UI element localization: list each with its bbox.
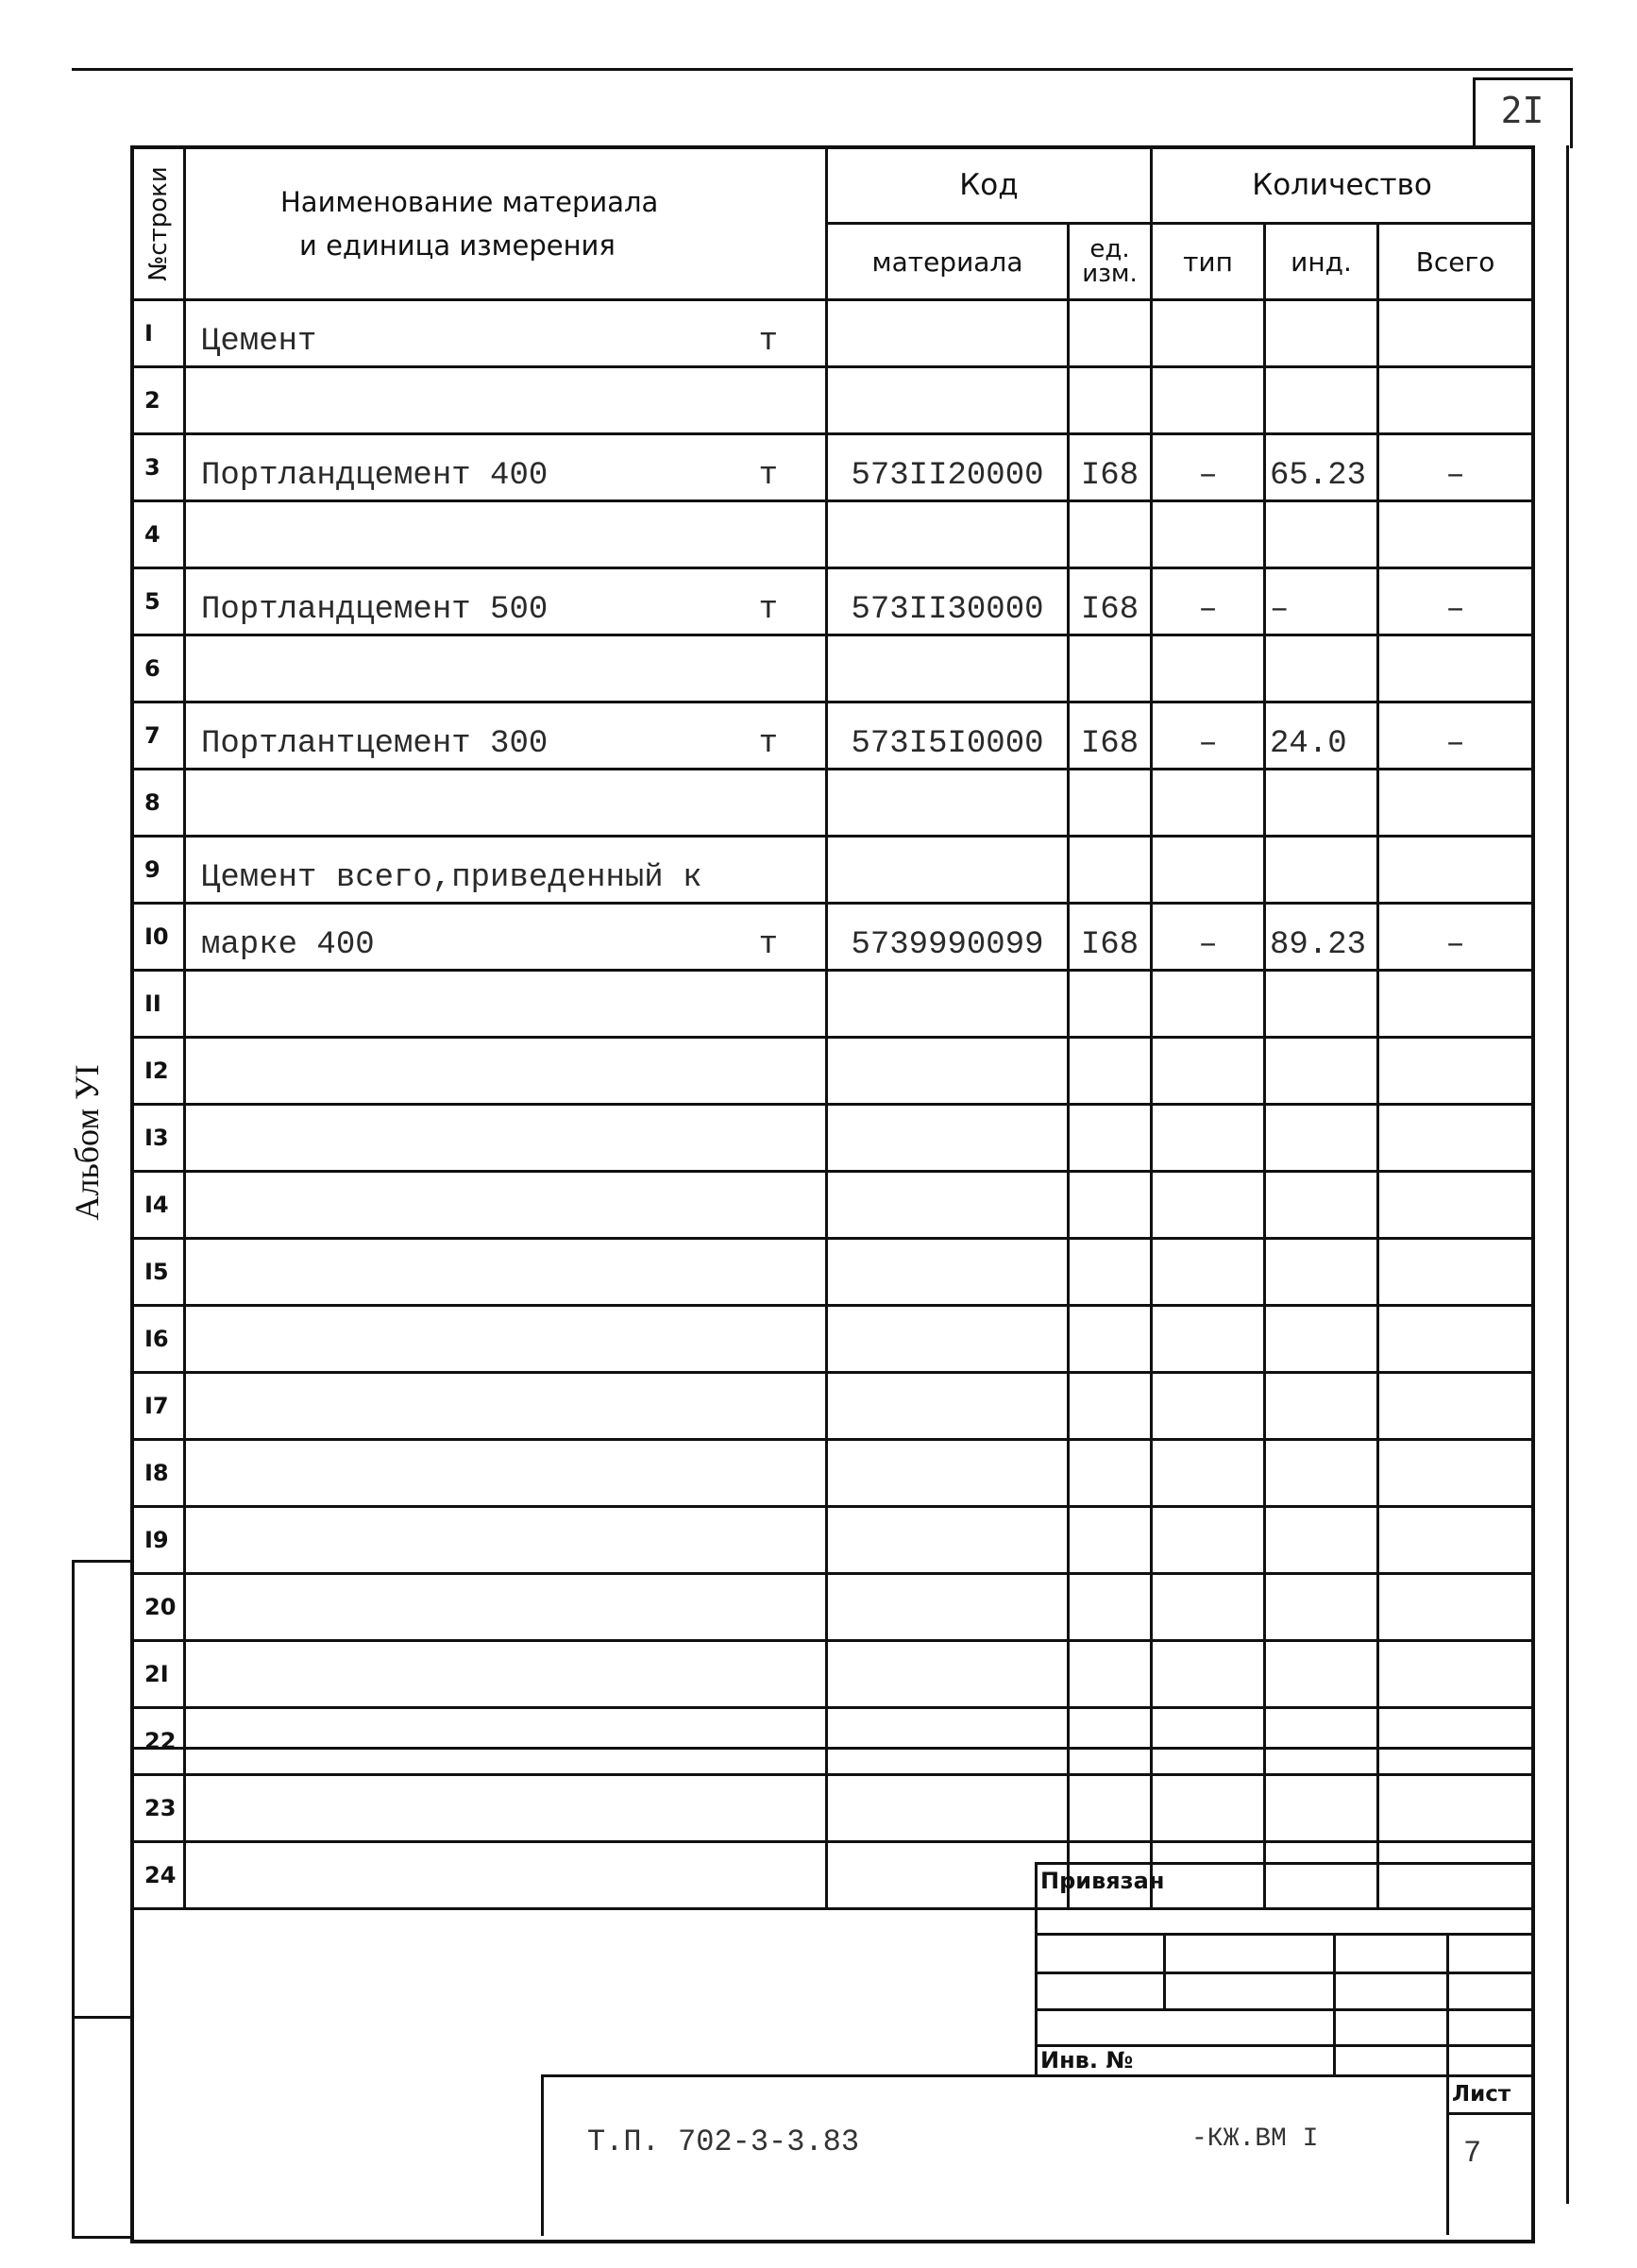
material-code-cell [827, 1574, 1069, 1641]
unit-code-header-line2: изм. [1082, 260, 1138, 288]
table-row [132, 702, 1533, 770]
material-code-cell [827, 1239, 1069, 1306]
quantity-type-cell [1152, 1373, 1265, 1440]
material-code-cell [827, 1373, 1069, 1440]
unit-code-cell: I68 [1069, 568, 1152, 635]
material-name-text: Портландцемент 400 [201, 458, 548, 494]
quantity-type-cell [1152, 1440, 1265, 1507]
table-row [132, 837, 1533, 904]
quantity-total-cell [1378, 1775, 1533, 1842]
material-name-cell [185, 635, 827, 702]
unit-code-cell [1069, 1574, 1152, 1641]
quantity-total-cell [1378, 837, 1533, 904]
unit-code-cell [1069, 367, 1152, 434]
row-number-cell: 7 [132, 702, 185, 770]
unit-code-cell [1069, 501, 1152, 568]
material-name-text: марке 400 [201, 927, 375, 963]
quantity-ind-cell: 24.0 [1265, 702, 1378, 770]
album-side-label [59, 1034, 115, 1251]
quantity-total-cell [1378, 1306, 1533, 1373]
quantity-total-cell [1378, 1842, 1533, 1909]
quantity-ind-cell [1265, 1842, 1378, 1909]
quantity-type-cell [1152, 1507, 1265, 1574]
material-name-cell [185, 1641, 827, 1708]
material-name-cell [185, 1306, 827, 1373]
material-name-text: Портлантцемент 300 [201, 726, 548, 762]
unit-code-header-line1: ед. [1089, 235, 1130, 263]
row-number-cell: I8 [132, 1440, 185, 1507]
material-code-cell [827, 1842, 1069, 1909]
table-row [132, 770, 1533, 837]
table-row [132, 1641, 1533, 1708]
inventory-number-label: Инв. № [1040, 2047, 1134, 2073]
quantity-total-cell [1378, 770, 1533, 837]
quantity-type-cell: – [1152, 434, 1265, 501]
table-row [132, 1775, 1533, 1842]
quantity-type-cell [1152, 1641, 1265, 1708]
row-number-cell: I6 [132, 1306, 185, 1373]
unit-code-cell [1069, 300, 1152, 367]
material-name-text: Портландцемент 500 [201, 592, 548, 628]
document-code: Т.П. 702-3-3.83 [587, 2124, 860, 2159]
table-row [132, 1105, 1533, 1172]
row-number-cell: I2 [132, 1038, 185, 1105]
row-number-cell: 9 [132, 837, 185, 904]
quantity-type-cell [1152, 635, 1265, 702]
row-number-header-text: №строки [143, 165, 173, 281]
quantity-type-header: тип [1152, 224, 1265, 300]
material-name-cell [185, 501, 827, 568]
row-number-cell: 2I [132, 1641, 185, 1708]
material-name-cell [185, 1172, 827, 1239]
table-row [132, 904, 1533, 971]
quantity-total-cell [1378, 1440, 1533, 1507]
quantity-total-cell [1378, 1373, 1533, 1440]
unit-code-cell [1069, 1038, 1152, 1105]
quantity-total-cell [1378, 1708, 1533, 1775]
quantity-type-cell [1152, 1574, 1265, 1641]
quantity-type-cell [1152, 770, 1265, 837]
quantity-ind-cell [1265, 1574, 1378, 1641]
quantity-total-cell [1378, 1574, 1533, 1641]
material-code-cell: 573I5I0000 [827, 702, 1069, 770]
stamp-top-line [541, 2074, 1531, 2077]
quantity-ind-cell [1265, 1440, 1378, 1507]
table-row [132, 1440, 1533, 1507]
material-name-header-line2: и единица измерения [299, 228, 616, 262]
quantity-ind-cell [1265, 837, 1378, 904]
table-row [132, 434, 1533, 501]
row-number-cell: 24 [132, 1842, 185, 1909]
unit-code-cell [1069, 1239, 1152, 1306]
material-name-cell [185, 1775, 827, 1842]
stamp-left-line [541, 2074, 544, 2236]
material-code-cell: 5739990099 [827, 904, 1069, 971]
quantity-total-cell [1378, 1641, 1533, 1708]
material-name-cell [185, 1574, 827, 1641]
material-code-cell [827, 770, 1069, 837]
material-name-header-line1: Наименование материала [280, 185, 659, 218]
material-code-cell [827, 501, 1069, 568]
quantity-total-cell [1378, 971, 1533, 1038]
material-name-text: Цемент [201, 324, 317, 360]
quantity-type-cell [1152, 837, 1265, 904]
material-code-cell: 573II20000 [827, 434, 1069, 501]
material-name-cell [185, 568, 827, 635]
title-block-col-line [1163, 1933, 1166, 2008]
material-name-cell [185, 702, 827, 770]
quantity-ind-cell [1265, 501, 1378, 568]
material-code-cell [827, 1507, 1069, 1574]
quantity-ind-cell [1265, 1708, 1378, 1775]
material-name-cell [185, 1038, 827, 1105]
right-edge-line [1566, 145, 1569, 2204]
quantity-ind-cell [1265, 1172, 1378, 1239]
quantity-total-cell [1378, 1038, 1533, 1105]
quantity-ind-cell [1265, 367, 1378, 434]
material-name-cell [185, 971, 827, 1038]
quantity-type-cell [1152, 971, 1265, 1038]
material-name-header [185, 147, 827, 300]
title-block-top-line [1035, 1862, 1531, 1865]
row-number-cell: 5 [132, 568, 185, 635]
material-name-cell [185, 1105, 827, 1172]
quantity-type-cell [1152, 1105, 1265, 1172]
table-row [132, 300, 1533, 367]
row-number-cell: 22 [132, 1708, 185, 1775]
row-number-cell: 2 [132, 367, 185, 434]
row-number-cell: I7 [132, 1373, 185, 1440]
row-number-cell: I [132, 300, 185, 367]
material-code-cell [827, 1306, 1069, 1373]
table-row [132, 1708, 1533, 1775]
material-name-cell [185, 1440, 827, 1507]
material-name-cell [185, 1373, 827, 1440]
material-name-cell [185, 837, 827, 904]
unit-code-cell [1069, 1306, 1152, 1373]
row-number-cell: 6 [132, 635, 185, 702]
bound-label: Привязан [1040, 1868, 1165, 1894]
quantity-total-cell: – [1378, 434, 1533, 501]
material-code-cell [827, 971, 1069, 1038]
unit-code-cell: I68 [1069, 702, 1152, 770]
table-row [132, 1507, 1533, 1574]
row-number-cell: 4 [132, 501, 185, 568]
material-name-text: Цемент всего,приведенный к [201, 860, 702, 896]
code-group-header: Код [827, 147, 1152, 224]
quantity-type-cell [1152, 501, 1265, 568]
material-code-cell [827, 1708, 1069, 1775]
material-code-cell: 573II30000 [827, 568, 1069, 635]
table-row [132, 1842, 1533, 1909]
quantity-ind-cell [1265, 1507, 1378, 1574]
quantity-total-cell [1378, 367, 1533, 434]
document-suffix: -КЖ.ВМ I [1191, 2124, 1319, 2154]
quantity-total-cell [1378, 1105, 1533, 1172]
quantity-type-cell [1152, 1239, 1265, 1306]
quantity-ind-cell [1265, 300, 1378, 367]
quantity-type-cell [1152, 367, 1265, 434]
material-name-cell [185, 367, 827, 434]
unit-code-cell [1069, 1105, 1152, 1172]
unit-code-cell [1069, 635, 1152, 702]
table-row [132, 367, 1533, 434]
quantity-ind-cell [1265, 1373, 1378, 1440]
unit-code-cell [1069, 1172, 1152, 1239]
title-block-left-line [1035, 1862, 1038, 2074]
quantity-type-cell [1152, 1708, 1265, 1775]
left-margin-box-lower [72, 2013, 133, 2239]
row-number-cell: 8 [132, 770, 185, 837]
quantity-ind-cell: – [1265, 568, 1378, 635]
quantity-type-cell [1152, 1306, 1265, 1373]
unit-code-header [1069, 224, 1152, 300]
quantity-total-cell: – [1378, 702, 1533, 770]
materials-table [130, 145, 1534, 1910]
quantity-ind-header: инд. [1265, 224, 1378, 300]
unit-code-cell [1069, 770, 1152, 837]
quantity-type-cell [1152, 1172, 1265, 1239]
material-code-cell [827, 1038, 1069, 1105]
quantity-ind-cell: 65.23 [1265, 434, 1378, 501]
table-header [132, 147, 1533, 300]
quantity-ind-cell [1265, 1775, 1378, 1842]
material-code-cell [827, 300, 1069, 367]
quantity-total-cell: – [1378, 568, 1533, 635]
material-name-cell [185, 434, 827, 501]
table-row [132, 568, 1533, 635]
title-block-col-line [1446, 1933, 1449, 2235]
unit-code-cell [1069, 1775, 1152, 1842]
quantity-total-cell: – [1378, 904, 1533, 971]
row-number-cell: 20 [132, 1574, 185, 1641]
material-unit-text: т [758, 726, 778, 762]
row-number-cell: I9 [132, 1507, 185, 1574]
quantity-total-cell [1378, 635, 1533, 702]
quantity-total-cell [1378, 1507, 1533, 1574]
material-code-header: материала [827, 224, 1069, 300]
quantity-ind-cell [1265, 971, 1378, 1038]
page-number: 2I [1500, 90, 1544, 131]
material-name-cell [185, 1708, 827, 1775]
material-name-cell [185, 770, 827, 837]
quantity-total-cell [1378, 300, 1533, 367]
material-code-cell [827, 1641, 1069, 1708]
unit-code-cell: I68 [1069, 434, 1152, 501]
quantity-ind-cell [1265, 1239, 1378, 1306]
row-number-cell: 3 [132, 434, 185, 501]
unit-code-cell [1069, 1641, 1152, 1708]
sheet-label: Лист [1452, 2082, 1511, 2107]
material-code-cell [827, 1775, 1069, 1842]
material-name-cell [185, 300, 827, 367]
top-rule [72, 68, 1573, 71]
row-number-cell: II [132, 971, 185, 1038]
album-label-text: Альбом УI [68, 1064, 106, 1221]
unit-code-cell [1069, 1507, 1152, 1574]
quantity-type-cell [1152, 1038, 1265, 1105]
quantity-type-cell [1152, 1775, 1265, 1842]
quantity-total-cell [1378, 501, 1533, 568]
quantity-ind-cell [1265, 1306, 1378, 1373]
material-code-cell [827, 1172, 1069, 1239]
sheet-number: 7 [1463, 2136, 1482, 2171]
material-code-cell [827, 1440, 1069, 1507]
table-row [132, 1373, 1533, 1440]
table-row [132, 1172, 1533, 1239]
unit-code-cell [1069, 837, 1152, 904]
table-row [132, 1239, 1533, 1306]
quantity-ind-cell [1265, 1641, 1378, 1708]
row-number-header [132, 147, 185, 300]
sheet-label-line [1446, 2112, 1531, 2115]
material-name-cell [185, 1507, 827, 1574]
table-body [132, 300, 1533, 1909]
material-unit-text: т [758, 592, 778, 628]
quantity-type-cell: – [1152, 904, 1265, 971]
title-block-col-line [1333, 1933, 1336, 2074]
quantity-type-cell [1152, 1842, 1265, 1909]
bottom-area-divider [130, 1747, 1531, 1750]
unit-code-cell: I68 [1069, 904, 1152, 971]
material-name-cell [185, 904, 827, 971]
material-code-cell [827, 367, 1069, 434]
quantity-group-header: Количество [1152, 147, 1533, 224]
table-row [132, 1306, 1533, 1373]
quantity-total-cell [1378, 1172, 1533, 1239]
unit-code-cell [1069, 971, 1152, 1038]
row-number-cell: 23 [132, 1775, 185, 1842]
quantity-type-cell: – [1152, 702, 1265, 770]
material-name-cell [185, 1239, 827, 1306]
left-margin-box [72, 1560, 133, 2019]
quantity-ind-cell [1265, 770, 1378, 837]
table-row [132, 501, 1533, 568]
quantity-ind-cell [1265, 1105, 1378, 1172]
table-row [132, 1574, 1533, 1641]
unit-code-cell [1069, 1373, 1152, 1440]
quantity-total-cell [1378, 1239, 1533, 1306]
table-row [132, 1038, 1533, 1105]
title-block-line [1035, 1972, 1531, 1974]
unit-code-cell [1069, 1440, 1152, 1507]
quantity-type-cell: – [1152, 568, 1265, 635]
quantity-ind-cell [1265, 1038, 1378, 1105]
row-number-cell: I4 [132, 1172, 185, 1239]
quantity-total-header: Всего [1378, 224, 1533, 300]
quantity-type-cell [1152, 300, 1265, 367]
material-name-cell [185, 1842, 827, 1909]
row-number-cell: I5 [132, 1239, 185, 1306]
material-unit-text: т [758, 324, 778, 360]
title-block-line [1035, 1933, 1531, 1936]
unit-code-cell [1069, 1708, 1152, 1775]
title-block-line [1035, 2008, 1531, 2011]
row-number-cell: I3 [132, 1105, 185, 1172]
quantity-ind-cell [1265, 635, 1378, 702]
material-unit-text: т [758, 927, 778, 963]
material-code-cell [827, 1105, 1069, 1172]
table-row [132, 971, 1533, 1038]
material-code-cell [827, 635, 1069, 702]
quantity-ind-cell: 89.23 [1265, 904, 1378, 971]
material-code-cell [827, 837, 1069, 904]
material-unit-text: т [758, 458, 778, 494]
row-number-cell: I0 [132, 904, 185, 971]
table-row [132, 635, 1533, 702]
